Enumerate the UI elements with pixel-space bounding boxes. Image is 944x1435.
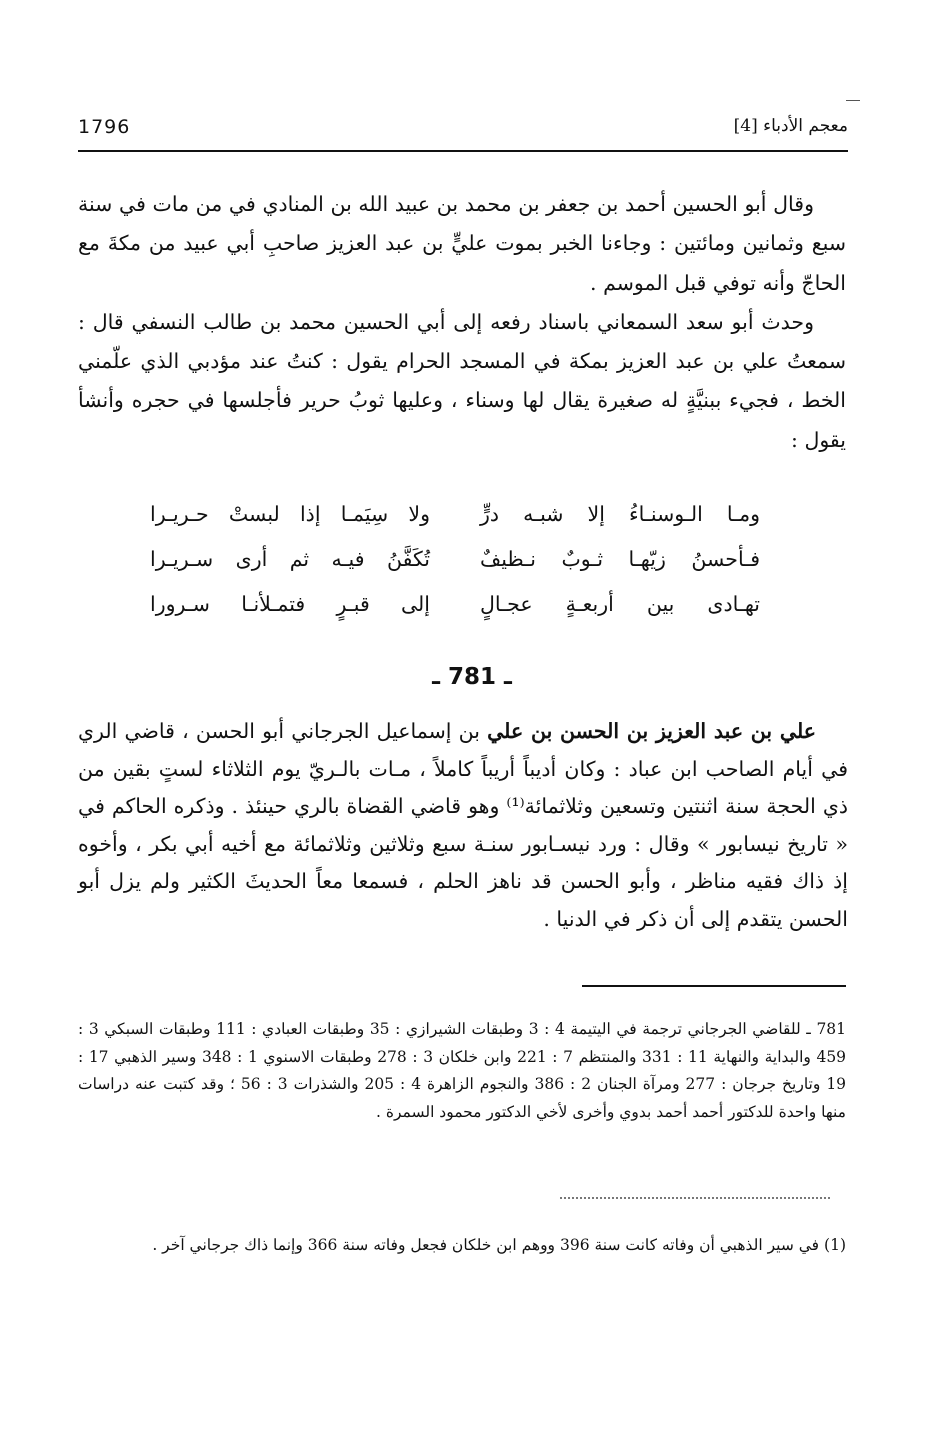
poem (150, 492, 760, 627)
page-number: 1796 (78, 116, 131, 138)
header-rule (78, 150, 848, 152)
paragraph: وحدث أبو سعد السمعاني باسناد رفعه إلى أبي الحسين محمد بن طالب النسفي قال : سمعتُ علي بن عبد العزيز بمكة في المسجد الحرام يقول : كنتُ عند مؤدبي الذي علّمني الخط ، فجيء ببنيَّةٍ له صغيرة يقال لها وسناء ، وعليها ثوبُ حرير فأجلسها في حجره وأنشأ يقول : (78, 309, 846, 452)
entry-body: بن إسماعيل الجرجاني أبو الحسن ، قاضي الري في أيام الصاحب ابن عباد : وكان أديباً أريباً كاملاً ، مـات بالـريّ يوم الثلاثاء لستٍ بقين من ذي الحجة سنة اثنتين وتسعين وثلاثمائة⁽¹⁾ وهو قاضي القضاة بالري حينئذ . وذكره الحاكم في « تاريخ نيسابور » وقال : ورد نيسـابور سنـة سبع وثلاثين وثلاثمائة مع أخيه أبي بكر ، وأخوه إذ ذاك فقيه مناظر ، وأبو الحسن قد ناهز الحلم ، فسمعا معاً الحديثَ الكثير ولم يزل أبو الحسن يتقدم إلى أن ذكر في الدنيا . (78, 719, 848, 931)
corner-mark (846, 100, 860, 101)
entry-paragraph (78, 713, 848, 939)
second-hemistich: إلى قبـرٍ فتمـلأنـا سـرورا (150, 592, 430, 616)
second-hemistich: تُكَفَّنُ فيـه ثم أرى سـريـرا (150, 547, 430, 571)
body-text (78, 185, 846, 460)
footnote-text: (1) في سير الذهبي أن وفاته كانت سنة 396 ووهم ابن خلكان فجعل وفاته سنة 366 وإنما ذاك جرجاني آخر . (152, 1236, 846, 1254)
running-title: معجم الأدباء [4] (733, 116, 848, 136)
sources-text: 781 ـ للقاضي الجرجاني ترجمة في اليتيمة 4 : 3 وطبقات الشيرازي : 35 وطبقات العبادي : 111 وطبقات السبكي 3 : 459 والبداية والنهاية 11 : 331 والمنتظم 7 : 221 وابن خلكان 3 : 278 وطبقات الاسنوي 1 : 348 وسير الذهبي 17 : 19 وتاريخ جرجان : 277 ومرآة الجنان 2 : 386 والنجوم الزاهرة 4 : 205 والشذرات 3 : 56 ؛ وقد كتبت عنه دراسات منها واحدة للدكتور أحمد أحمد بدوي وأخرى لأخي الدكتور محمود السمرة . (78, 1020, 847, 1121)
second-hemistich: ولا سِيَمـا إذا لبستْ حـريـرا (150, 502, 430, 526)
poem-verse (150, 582, 760, 627)
page-header (78, 116, 848, 148)
entry-text (78, 713, 848, 939)
entry-number: ـ 781 ـ (432, 664, 512, 690)
footnote-rule (582, 985, 846, 987)
first-hemistich: ومـا الـوسنـاءُ إلا شبـه درٍّ (480, 502, 760, 526)
dotted-separator (560, 1197, 830, 1199)
first-hemistich: تهـادى بين أربعـةٍ عجـالٍ (480, 592, 760, 616)
entry-name: علي بن عبد العزيز بن الحسن بن علي (487, 719, 816, 743)
first-hemistich: فـأحسنُ زيّهـا ثـوبٌ نـظيفٌ (480, 547, 760, 571)
sources-note (78, 1016, 846, 1126)
poem-verse (150, 492, 760, 537)
poem-verse (150, 537, 760, 582)
paragraph: وقال أبو الحسين أحمد بن جعفر بن محمد بن عبيد الله بن المنادي في من مات في سنة سبع وثمانين ومائتين : وجاءنا الخبر بموت عليٍّ بن عبد العزيز صاحبِ أبي عبيد من مكةَ مع الحاجّ وأنه توفي قبل الموسم . (78, 192, 846, 295)
footnote (78, 1232, 846, 1259)
